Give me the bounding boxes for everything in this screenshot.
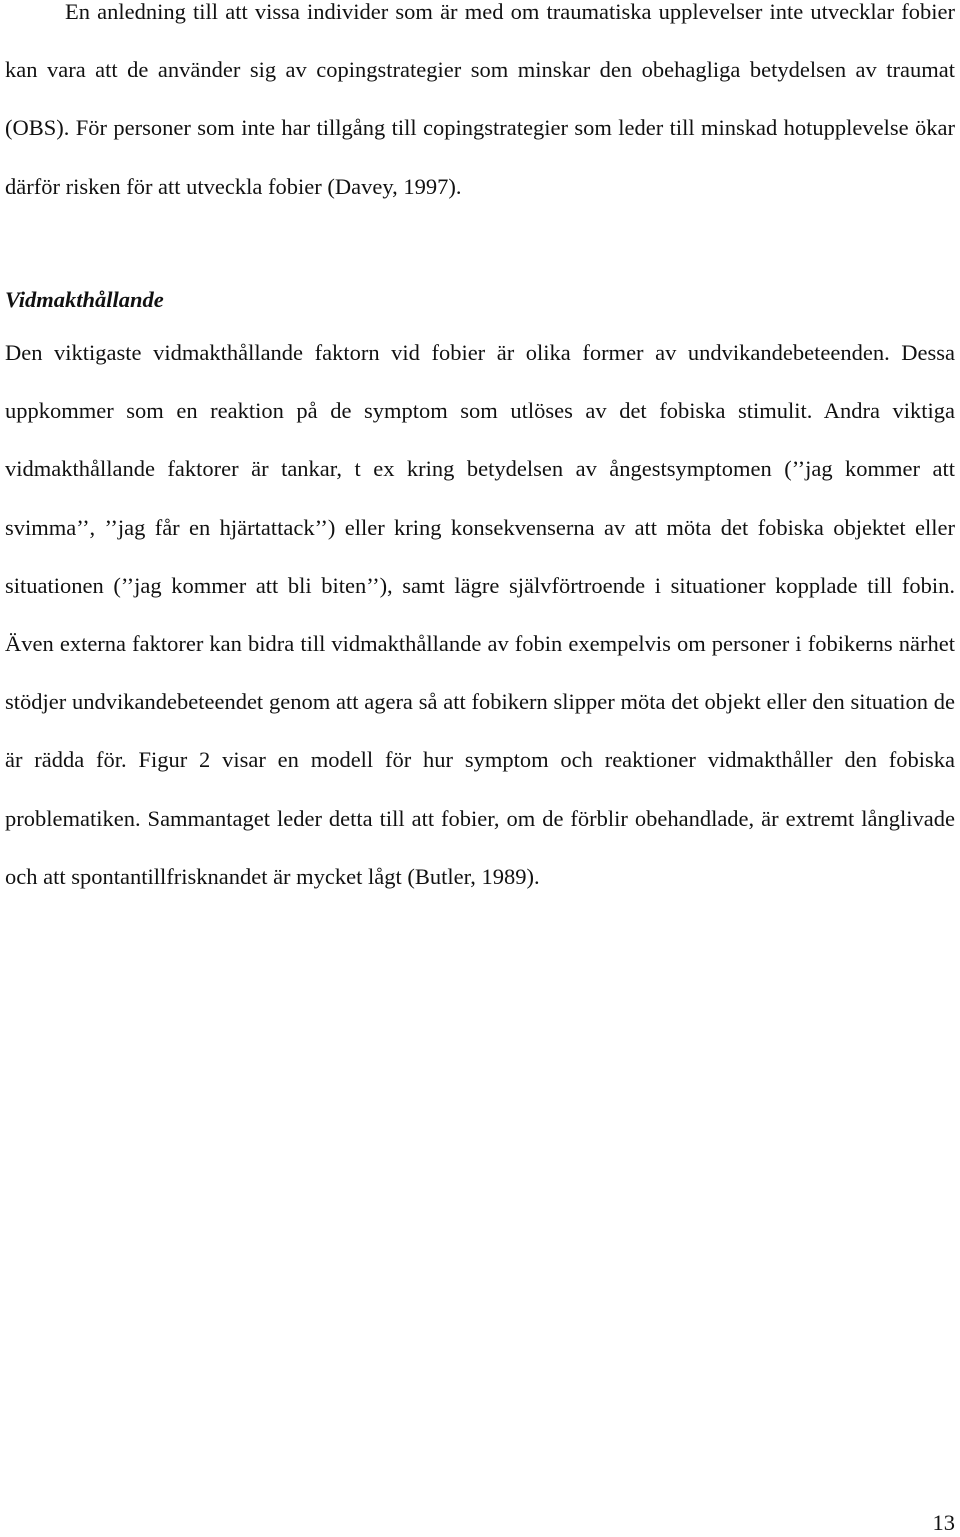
paragraph-maintenance-factors: Den viktigaste vidmakthållande faktorn vid fobier är olika former av undvikandebeteenden. Dessa uppkommer som en reaktion på de symptom som utlöses av det fobiska stimulit. Andra viktiga vidmakthållande faktorer är tankar, t ex kring betydelsen av ångestsymptomen (’’jag kommer att svimma’’, ’’jag får en hjärtattack’’) eller kring konsekvenserna av att möta det fobiska objektet eller situationen (’’jag kommer att bli biten’’), samt lägre självförtroende i situationer kopplade till fobin. Även externa faktorer kan bidra till vidmakthållande av fobin exempelvis om personer i fobikerns närhet stödjer undvikandebeteendet genom att agera så att fobikern slipper möta det objekt eller den situation de är rädda för. Figur 2 visar en modell för hur symptom och reaktioner vidmakthåller den fobiska problematiken. Sammantaget leder detta till att fobier, om de förblir obehandlade, är extremt långlivade och att spontantillfrisknandet är mycket lågt (Butler, 1989). bbox=[5, 340, 955, 889]
page-number: 13 bbox=[932, 1510, 955, 1535]
paragraph-coping-strategies: En anledning till att vissa individer som är med om traumatiska upplevelser inte utvecklar fobier kan vara att de använder sig av copingstrategier som minskar den obehagliga betydelsen av traumat (OBS). För personer som inte har tillgång till copingstrategier som leder till minskad hotupplevelse ökar därför risken för att utveckla fobier (Davey, 1997). bbox=[5, 0, 955, 199]
section-heading: Vidmakthållande bbox=[5, 287, 164, 312]
